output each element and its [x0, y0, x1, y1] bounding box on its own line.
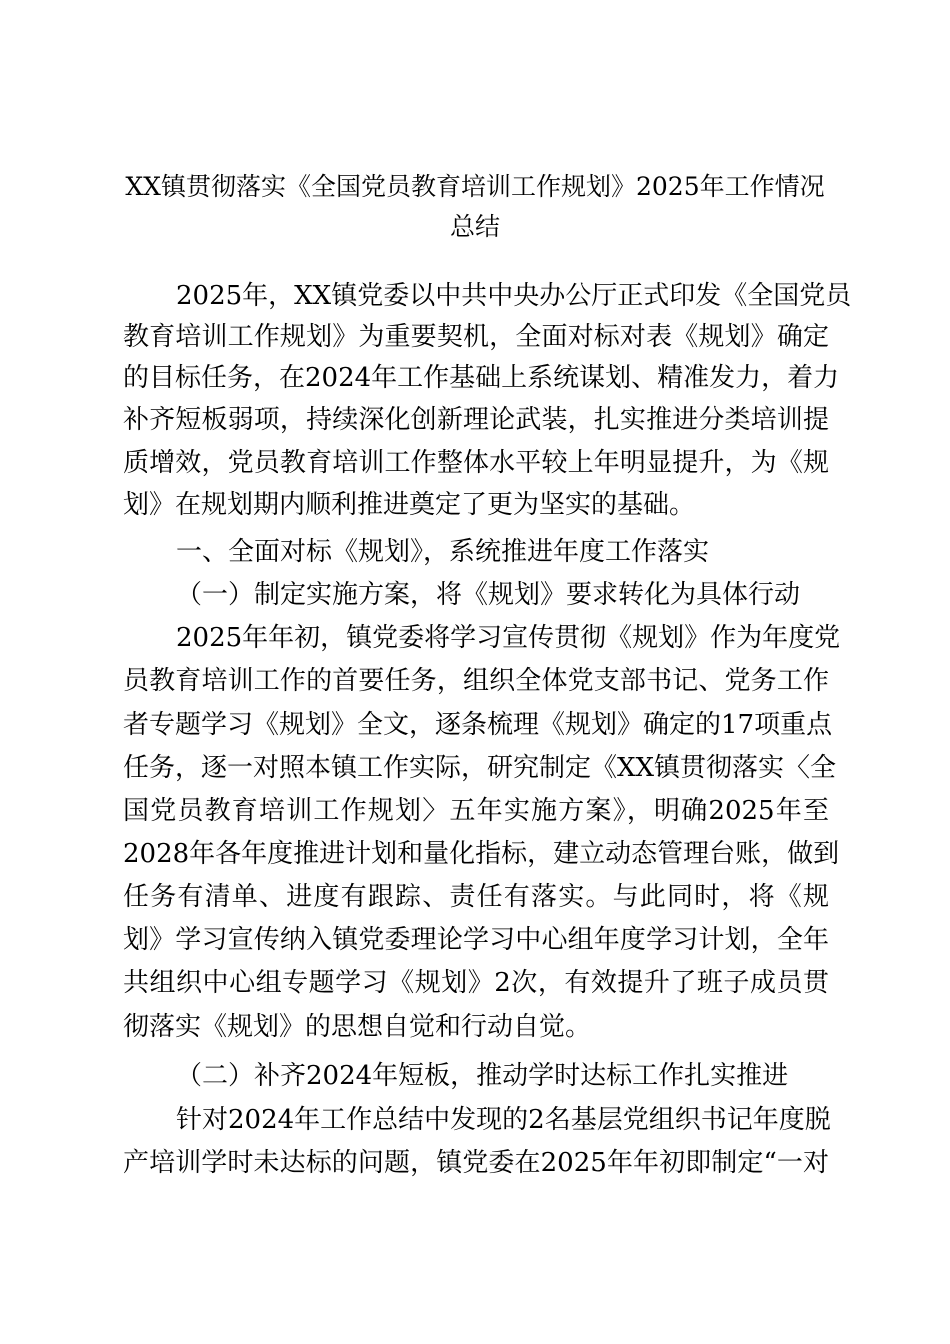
document-title-line-2: 总结: [449, 212, 500, 241]
body-line: 者专题学习《规划》全文，逐条梳理《规划》确定的17项重点: [123, 710, 833, 740]
intro-line: 划》在规划期内顺利推进奠定了更为坚实的基础。: [123, 490, 696, 520]
intro-line: 质增效，党员教育培训工作整体水平较上年明显提升，为《规: [123, 448, 829, 478]
intro-line: 的目标任务，在2024年工作基础上系统谋划、精准发力，着力: [123, 363, 840, 393]
body-line: 任务有清单、进度有跟踪、责任有落实。与此同时，将《规: [123, 882, 829, 912]
body-line: 员教育培训工作的首要任务，组织全体党支部书记、党务工作: [123, 666, 829, 696]
intro-line: 2025年，XX镇党委以中共中央办公厅正式印发《全国党员: [176, 281, 852, 311]
body-line: 针对2024年工作总结中发现的2名基层党组织书记年度脱: [176, 1105, 831, 1135]
intro-line: 补齐短板弱项，持续深化创新理论武装，扎实推进分类培训提: [123, 405, 829, 435]
section-heading: 一、全面对标《规划》，系统推进年度工作落实: [176, 537, 710, 567]
body-line: 任务，逐一对照本镇工作实际，研究制定《XX镇贯彻落实〈全: [123, 753, 837, 783]
body-line: 产培训学时未达标的问题，镇党委在2025年年初即制定“一对: [123, 1148, 829, 1178]
intro-line: 教育培训工作规划》为重要契机，全面对标对表《规划》确定: [123, 322, 829, 352]
body-line: 划》学习宣传纳入镇党委理论学习中心组年度学习计划，全年: [123, 925, 829, 955]
body-line: 共组织中心组专题学习《规划》2次，有效提升了班子成员贯: [123, 968, 829, 998]
body-line: 2028年各年度推进计划和量化指标，建立动态管理台账，做到: [123, 839, 840, 869]
subsection-heading: （一）制定实施方案，将《规划》要求转化为具体行动: [176, 580, 801, 610]
body-line: 2025年年初，镇党委将学习宣传贯彻《规划》作为年度党: [176, 623, 841, 653]
body-line: 彻落实《规划》的思想自觉和行动自觉。: [123, 1012, 592, 1042]
document-title-line-1: XX镇贯彻落实《全国党员教育培训工作规划》2025年工作情况: [125, 172, 825, 201]
body-line: 国党员教育培训工作规划〉五年实施方案》，明确2025年至: [123, 796, 829, 826]
subsection-heading: （二）补齐2024年短板，推动学时达标工作扎实推进: [176, 1061, 789, 1091]
